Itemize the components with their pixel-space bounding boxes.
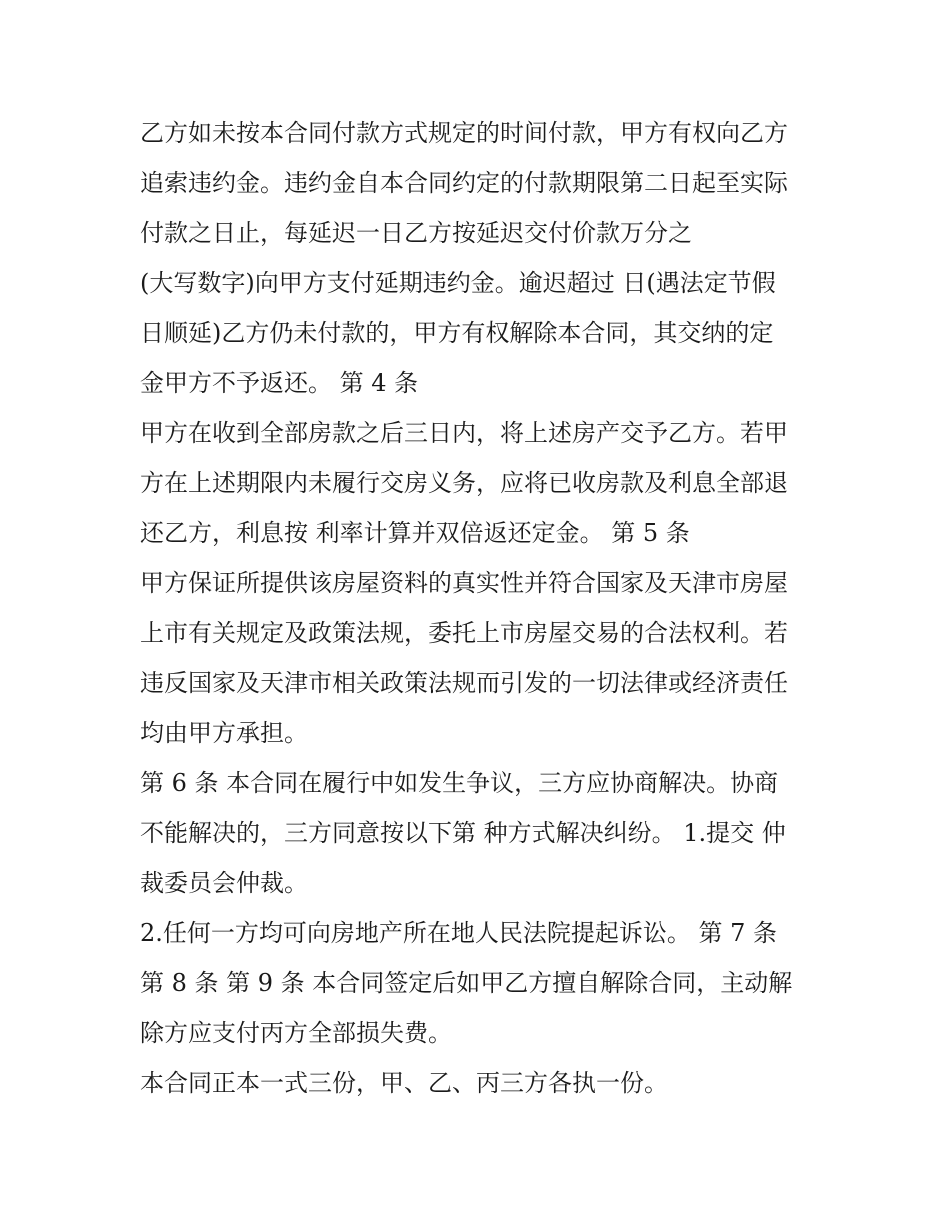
text-line-1: 乙方如未按本合同付款方式规定的时间付款，甲方有权向乙方 [140, 119, 788, 147]
text-line-9: 还乙方，利息按 利率计算并双倍返还定金。 第 5 条 [140, 519, 690, 547]
text-line-16: 裁委员会仲裁。 [140, 869, 308, 897]
text-line-2: 追索违约金。违约金自本合同约定的付款期限第二日起至实际 [140, 169, 788, 197]
text-line-6: 金甲方不予返还。 第 4 条 [140, 369, 419, 397]
text-line-20: 本合同正本一式三份，甲、乙、丙三方各执一份。 [140, 1069, 668, 1097]
text-line-3: 付款之日止，每延迟一日乙方按延迟交付价款万分之 [140, 219, 692, 247]
text-line-7: 甲方在收到全部房款之后三日内，将上述房产交予乙方。若甲 [140, 419, 788, 447]
text-line-11: 上市有关规定及政策法规，委托上市房屋交易的合法权利。若 [140, 619, 788, 647]
contract-body [140, 108, 820, 1108]
text-line-18: 第 8 条 第 9 条 本合同签定后如甲乙方擅自解除合同，主动解 [140, 969, 793, 997]
text-line-19: 除方应支付丙方全部损失费。 [140, 1019, 452, 1047]
text-line-12: 违反国家及天津市相关政策法规而引发的一切法律或经济责任 [140, 669, 788, 697]
text-line-13: 均由甲方承担。 [140, 719, 308, 747]
text-line-4: (大写数字)向甲方支付延期违约金。逾迟超过 日(遇法定节假 [140, 269, 776, 297]
text-line-17: 2.任何一方均可向房地产所在地人民法院提起诉讼。 第 7 条 [140, 919, 778, 947]
text-line-14: 第 6 条 本合同在履行中如发生争议，三方应协商解决。协商 [140, 769, 779, 797]
text-line-10: 甲方保证所提供该房屋资料的真实性并符合国家及天津市房屋 [140, 569, 788, 597]
text-line-15: 不能解决的，三方同意按以下第 种方式解决纠纷。 1.提交 仲 [140, 819, 786, 847]
text-line-8: 方在上述期限内未履行交房义务，应将已收房款及利息全部退 [140, 469, 788, 497]
text-line-5: 日顺延)乙方仍未付款的，甲方有权解除本合同，其交纳的定 [140, 319, 774, 347]
